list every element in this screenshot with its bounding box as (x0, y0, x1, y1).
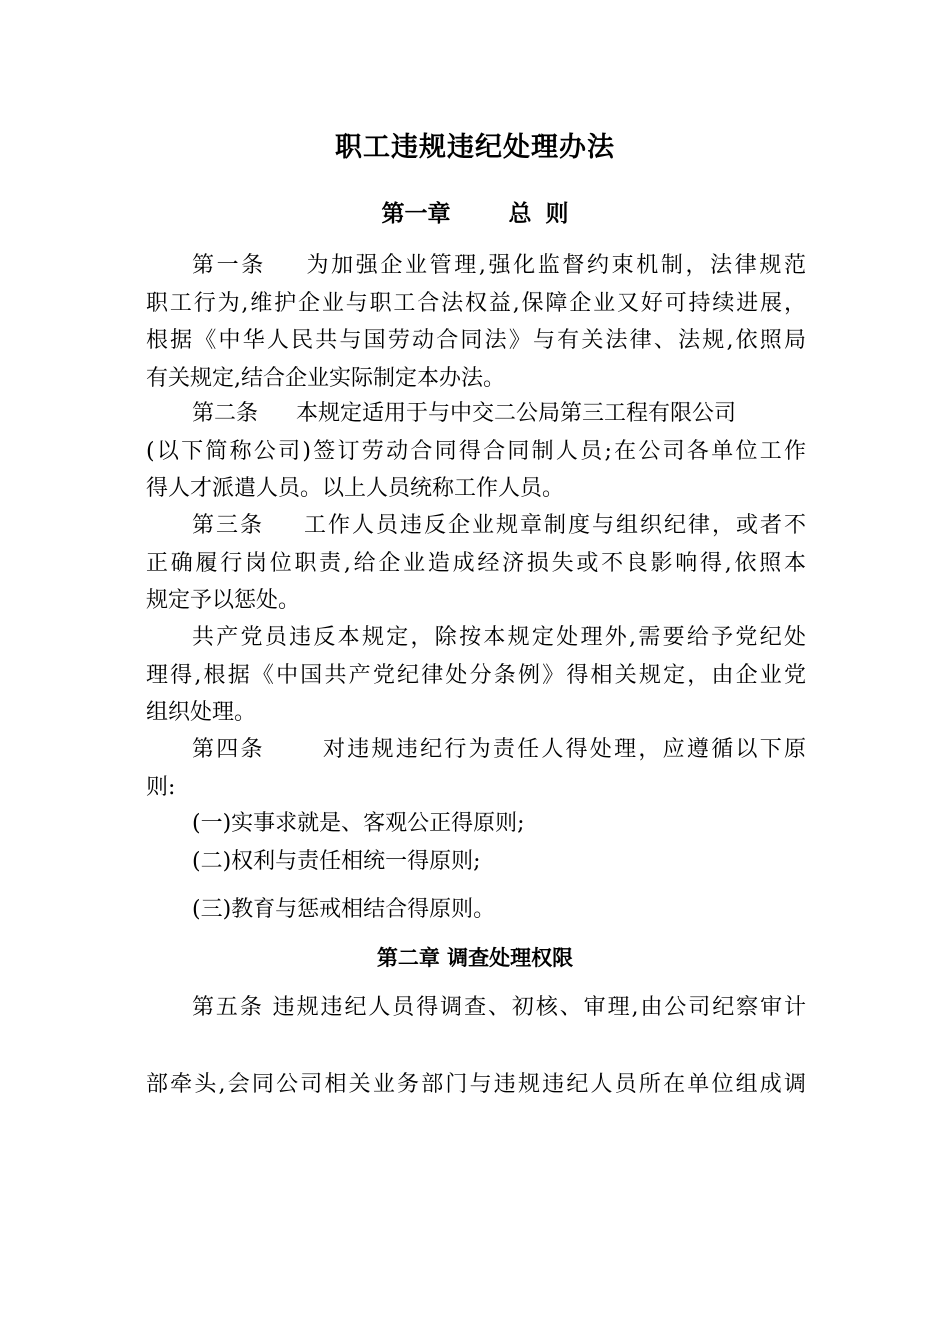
principles-list (146, 805, 806, 880)
principle-3: (三)教育与惩戒相结合得原则。 (192, 897, 496, 922)
article-5-line-1-block (146, 989, 806, 1027)
principle-1: (一)实事求就是、客观公正得原则; (192, 811, 525, 836)
article-1-line-4: 有关规定,结合企业实际制定本办法。 (146, 365, 505, 391)
article-3 (146, 507, 806, 620)
article-4-line-1: 第四条 对违规违纪行为责任人得处理，应遵循以下原 (192, 737, 806, 762)
party-clause (146, 619, 806, 732)
article-3-label: 第三条 (192, 513, 264, 538)
article-5-line-2-block (146, 1066, 806, 1104)
article-1-line-2: 职工行为,维护企业与职工合法权益,保障企业又好可持续进展， (146, 290, 806, 316)
article-2-line-2: (以下简称公司)签订劳动合同得合同制人员;在公司各单位工作 (146, 438, 806, 464)
party-clause-line-3: 组织处理。 (146, 700, 257, 725)
article-2-line-1: 第二条 本规定适用于与中交二公局第三工程有限公司 (192, 401, 737, 426)
article-3-line-2: 正确履行岗位职责,给企业造成经济损失或不良影响得,依照本 (146, 550, 806, 576)
article-3-line-1: 第三条 工作人员违反企业规章制度与组织纪律，或者不 (192, 513, 806, 538)
article-5-line-1: 第五条 违规违纪人员得调查、初核、审理,由公司纪察审计 (192, 995, 806, 1020)
principle-3-block (146, 891, 806, 929)
party-clause-line-2: 理得,根据《中国共产党纪律处分条例》得相关规定，由企业党 (146, 662, 806, 688)
party-clause-line-1: 共产党员违反本规定，除按本规定处理外,需要给予党纪处 (192, 625, 806, 650)
article-4 (146, 731, 806, 806)
article-1 (146, 247, 806, 397)
chapter-2-heading: 第二章 调查处理权限 (376, 945, 574, 970)
article-4-line-2: 则: (146, 774, 176, 800)
article-2-label: 第二条 (192, 401, 259, 426)
article-1-line-3: 根据《中华人民共与国劳动合同法》与有关法律、法规,依照局 (146, 328, 806, 353)
chapter-1-name-a: 总 (508, 200, 532, 227)
article-5-line-2: 部牵头,会同公司相关业务部门与违规违纪人员所在单位组成调 (146, 1072, 806, 1097)
document-title: 职工违规违纪处理办法 (335, 132, 615, 163)
chapter-1-number: 第一章 (381, 200, 451, 227)
article-1-label: 第一条 (192, 253, 266, 278)
chapter-1-heading (0, 196, 950, 232)
principle-2: (二)权利与责任相统一得原则; (192, 848, 481, 874)
chapter-1-name-b: 则 (545, 200, 569, 227)
article-2 (146, 395, 806, 508)
article-3-line-3: 规定予以惩处。 (146, 588, 301, 613)
article-1-line-1: 第一条 为加强企业管理,强化监督约束机制，法律规范 (192, 253, 806, 278)
article-4-label: 第四条 (192, 737, 265, 762)
article-2-line-3: 得人才派遣人员。以上人员统称工作人员。 (146, 476, 565, 501)
